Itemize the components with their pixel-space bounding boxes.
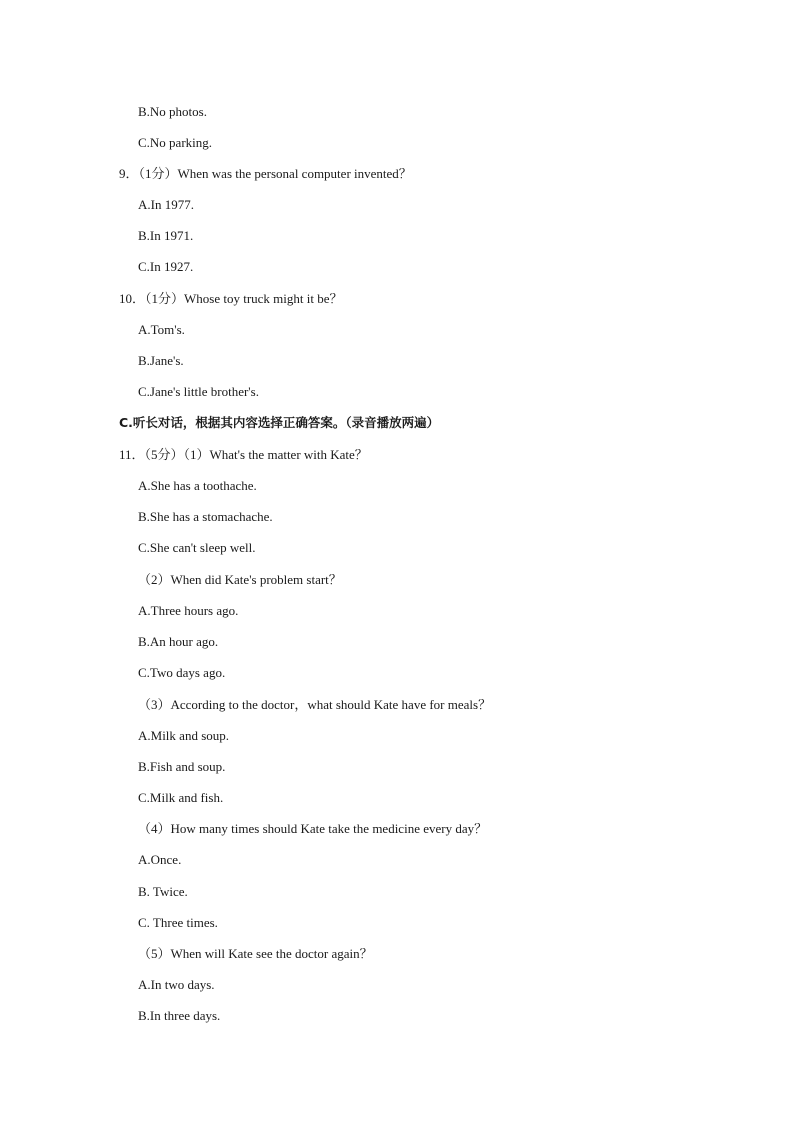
option-11-1b: B.She has a stomachache. (138, 509, 273, 524)
option-11-4c: C. Three times. (138, 915, 218, 930)
option-9b: B.In 1971. (138, 228, 194, 243)
question-11-3: （3）According to the doctor，what should Kate have for meals？ (138, 697, 492, 712)
option-11-5a: A.In two days. (138, 977, 215, 992)
option-11-3c: C.Milk and fish. (138, 790, 224, 805)
option-11-4b: B. Twice. (138, 884, 188, 899)
question-11-4: （4）How many times should Kate take the medicine every day？ (138, 821, 488, 836)
option-10b: B.Jane's. (138, 353, 184, 368)
question-10: 10．（1分）Whose toy truck might it be？ (119, 291, 343, 306)
section-heading-c: C.听长对话，根据其内容选择正确答案。（录音播放两遍） (119, 415, 440, 430)
option-11-1a: A.She has a toothache. (138, 478, 257, 493)
option-9c: C.In 1927. (138, 259, 194, 274)
option-10a: A.Tom's. (138, 322, 185, 337)
question-9: 9．（1分）When was the personal computer invented？ (119, 166, 412, 181)
option-8c: C.No parking. (138, 135, 213, 150)
option-8b: B.No photos. (138, 104, 207, 119)
option-11-2c: C.Two days ago. (138, 665, 226, 680)
option-11-4a: A.Once. (138, 852, 182, 867)
option-11-2b: B.An hour ago. (138, 634, 219, 649)
option-11-3b: B.Fish and soup. (138, 759, 226, 774)
option-11-5b: B.In three days. (138, 1008, 221, 1023)
option-11-1c: C.She can't sleep well. (138, 540, 256, 555)
option-11-3a: A.Milk and soup. (138, 728, 229, 743)
option-10c: C.Jane's little brother's. (138, 384, 259, 399)
question-11-2: （2）When did Kate's problem start？ (138, 572, 342, 587)
option-11-2a: A.Three hours ago. (138, 603, 239, 618)
question-11-1: 11．（5分）（1）What's the matter with Kate？ (119, 447, 368, 462)
question-11-5: （5）When will Kate see the doctor again？ (138, 946, 373, 961)
option-9a: A.In 1977. (138, 197, 194, 212)
